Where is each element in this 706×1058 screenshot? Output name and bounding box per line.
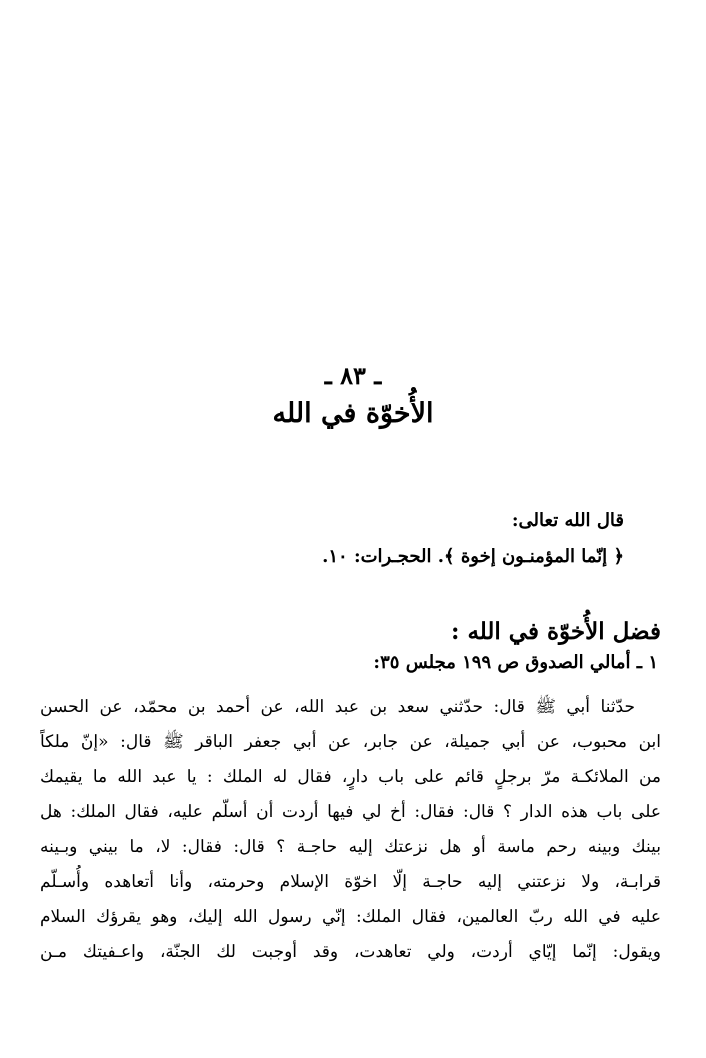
hadith-body <box>40 690 661 970</box>
source-citation: ١ ـ أمالي الصدوق ص ١٩٩ مجلس ٣٥: <box>373 652 658 673</box>
body-line: من الملائكـة مرّ برجلٍ قائم على باب دارٍ، فقال له الملك : يا عبد الله ما يقيمك <box>40 767 661 787</box>
body-line: بينك وبينه رحم ماسة أو هل نزعتك إليه حاجـة ؟ قال: فقال: لا، ما بيني وبـينه <box>40 837 661 857</box>
body-line: قرابـة، ولا نزعتني إليه حاجـة إلّا اخوّة الإسلام وحرمته، وأنا أتعاهده وأُسـلّم <box>40 872 661 892</box>
chapter-number: ـ ٨٣ ـ <box>324 361 382 390</box>
body-line: ويقول: إنّما إيّاي أردت، ولي تعاهدت، وقد أوجبت لك الجنّة، واعـفيتك مـن <box>40 942 661 962</box>
section-heading: فضل الأُخوّة في الله : <box>450 618 661 645</box>
body-line: عليه في الله ربّ العالمين، فقال الملك: إنّي رسول الله إليك، وهو يقرؤك السلام <box>40 907 661 927</box>
chapter-title: الأُخوّة في الله <box>272 398 434 429</box>
body-line: حدّثنا أبي ﷺ قال: حدّثني سعد بن عبد الله، عن أحمد بن محمّد، عن الحسن <box>40 697 635 717</box>
quran-intro: قال الله تعالى: <box>511 510 624 531</box>
quran-verse: ﴿ إنّما المؤمنـون إخوة ﴾. الحجـرات: ١٠. <box>322 546 624 567</box>
body-line: ابن محبوب، عن أبي جميلة، عن جابر، عن أبي جعفر الباقر ﷺ قال: «إنّ ملكاً <box>40 732 661 752</box>
body-line: على باب هذه الدار ؟ قال: فقال: أخ لي فيها أردت أن أسلّم عليه، فقال الملك: هل <box>40 802 661 822</box>
